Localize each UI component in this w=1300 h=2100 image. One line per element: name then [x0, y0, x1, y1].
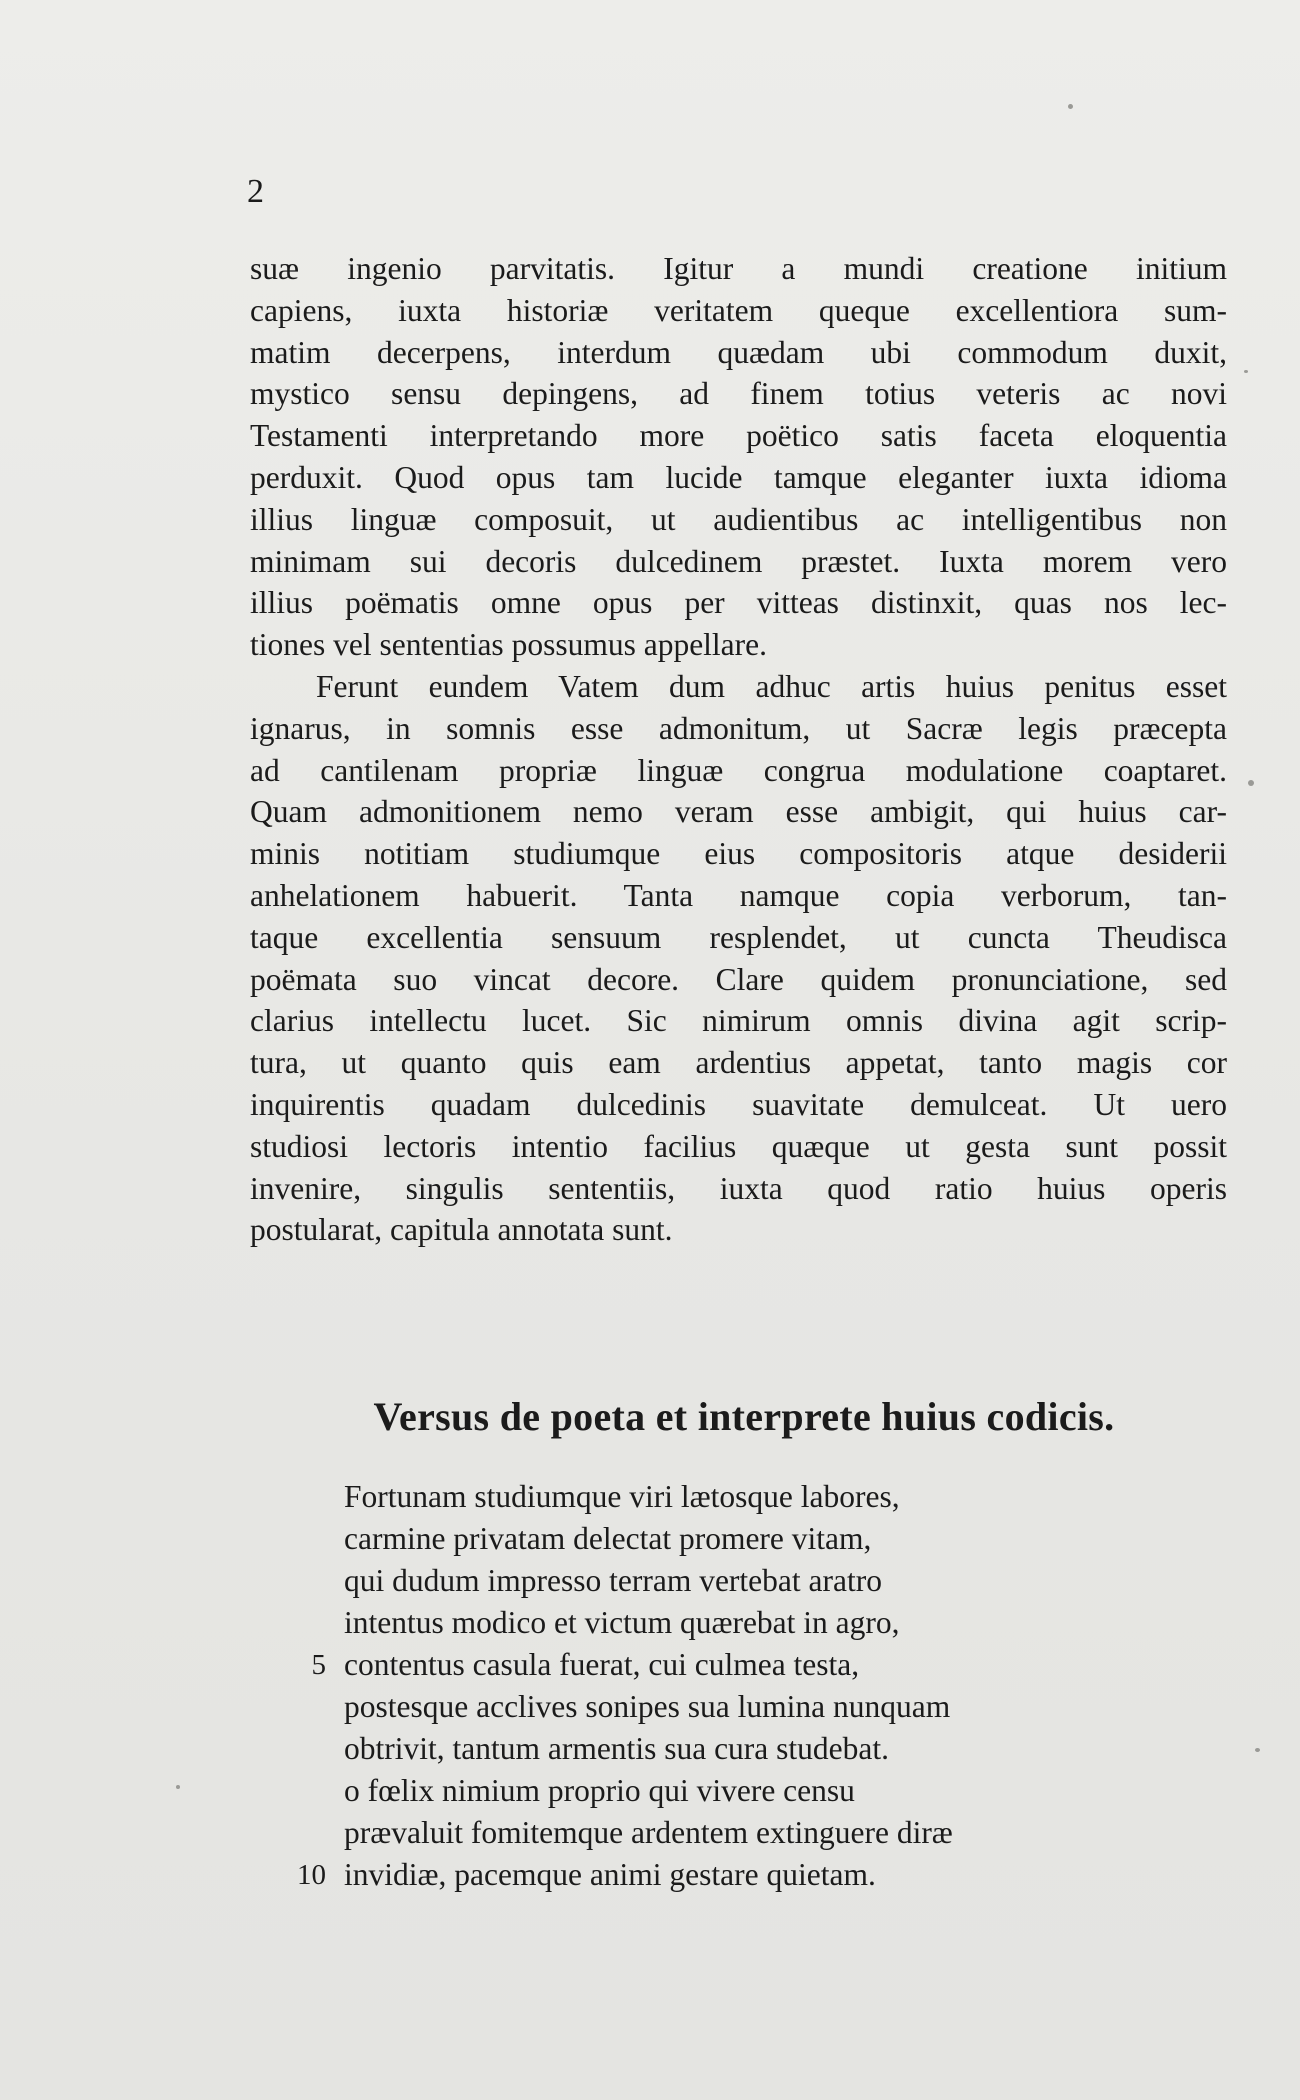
text-line: minis notitiam studiumque eius compositoris atque desiderii	[250, 836, 1227, 872]
verse-text: obtrivit, tantum armentis sua cura studebat.	[344, 1731, 889, 1766]
text-line: Quam admonitionem nemo veram esse ambigit, qui huius car-	[250, 794, 1227, 830]
text-line: tiones vel sententias possumus appellare.	[250, 627, 768, 663]
verse-line	[250, 1812, 1210, 1854]
verse-line	[250, 1728, 1210, 1770]
verse-line	[250, 1770, 1210, 1812]
text-line: Testamenti interpretando more poëtico satis faceta eloquentia	[250, 418, 1227, 454]
text-line: inquirentis quadam dulcedinis suavitate demulceat. Ut uero	[250, 1086, 1227, 1122]
text-line: ignarus, in somnis esse admonitum, ut Sacræ legis præcepta	[250, 710, 1227, 746]
text-line: studiosi lectoris intentio facilius quæque ut gesta sunt possit	[250, 1128, 1227, 1164]
verse-text: intentus modico et victum quærebat in agro,	[344, 1605, 900, 1640]
scan-speck	[1248, 780, 1254, 786]
verse-line	[250, 1854, 1210, 1896]
page-number: 2	[247, 173, 264, 210]
section-heading: Versus de poeta et interprete huius codicis.	[373, 1394, 1115, 1439]
verse-line	[250, 1686, 1210, 1728]
text-line: clarius intellectu lucet. Sic nimirum omnis divina agit scrip-	[250, 1003, 1227, 1039]
text-line: poëmata suo vincat decore. Clare quidem pronunciatione, sed	[250, 961, 1227, 997]
text-line: mystico sensu depingens, ad finem totius veteris ac novi	[250, 376, 1227, 412]
text-line: suæ ingenio parvitatis. Igitur a mundi creatione initium	[250, 251, 1227, 286]
text-line: invenire, singulis sententiis, iuxta quod ratio huius operis	[250, 1170, 1227, 1206]
text-line: minimam sui decoris dulcedinem præstet. Iuxta morem vero	[250, 543, 1227, 579]
scan-speck	[1068, 104, 1073, 109]
text-line: ad cantilenam propriæ linguæ congrua modulatione coaptaret.	[250, 752, 1227, 788]
scan-speck	[1244, 370, 1248, 373]
verse-line	[250, 1644, 1210, 1686]
text-line: taque excellentia sensuum resplendet, ut cuncta Theudisca	[250, 919, 1227, 955]
preface-text	[250, 248, 1227, 1251]
text-line: illius linguæ composuit, ut audientibus ac intelligentibus non	[250, 501, 1227, 537]
verse-line	[250, 1476, 1210, 1518]
text-line: Ferunt eundem Vatem dum adhuc artis huius penitus esset	[316, 668, 1227, 704]
verse-text: contentus casula fuerat, cui culmea testa,	[344, 1647, 860, 1682]
verse-text: carmine privatam delectat promere vitam,	[344, 1521, 872, 1556]
verse-text: prævaluit fomitemque ardentem extinguere diræ	[344, 1815, 953, 1850]
line-number: 5	[311, 1649, 326, 1681]
verse-text: o fœlix nimium proprio qui vivere censu	[344, 1773, 855, 1808]
text-line: postularat, capitula annotata sunt.	[250, 1212, 673, 1248]
verse-line	[250, 1518, 1210, 1560]
verse-block	[250, 1476, 1210, 1896]
verse-text: postesque acclives sonipes sua lumina nunquam	[344, 1689, 951, 1724]
verse-text: qui dudum impresso terram vertebat aratro	[344, 1563, 882, 1598]
scan-speck	[176, 1785, 180, 1789]
verse-line	[250, 1602, 1210, 1644]
verse-line	[250, 1560, 1210, 1602]
text-line: illius poëmatis omne opus per vitteas distinxit, quas nos lec-	[250, 585, 1227, 621]
scan-speck	[1255, 1748, 1260, 1752]
text-line: capiens, iuxta historiæ veritatem queque excellentiora sum-	[250, 292, 1227, 328]
line-number: 10	[297, 1859, 326, 1891]
verse-text: Fortunam studiumque viri lætosque labores,	[344, 1479, 900, 1514]
text-line: perduxit. Quod opus tam lucide tamque eleganter iuxta idioma	[250, 459, 1227, 495]
text-line: matim decerpens, interdum quædam ubi commodum duxit,	[250, 334, 1227, 370]
text-line: tura, ut quanto quis eam ardentius appetat, tanto magis cor	[250, 1045, 1227, 1081]
verse-text: invidiæ, pacemque animi gestare quietam.	[344, 1857, 876, 1892]
text-line: anhelationem habuerit. Tanta namque copia verborum, tan-	[250, 877, 1227, 913]
